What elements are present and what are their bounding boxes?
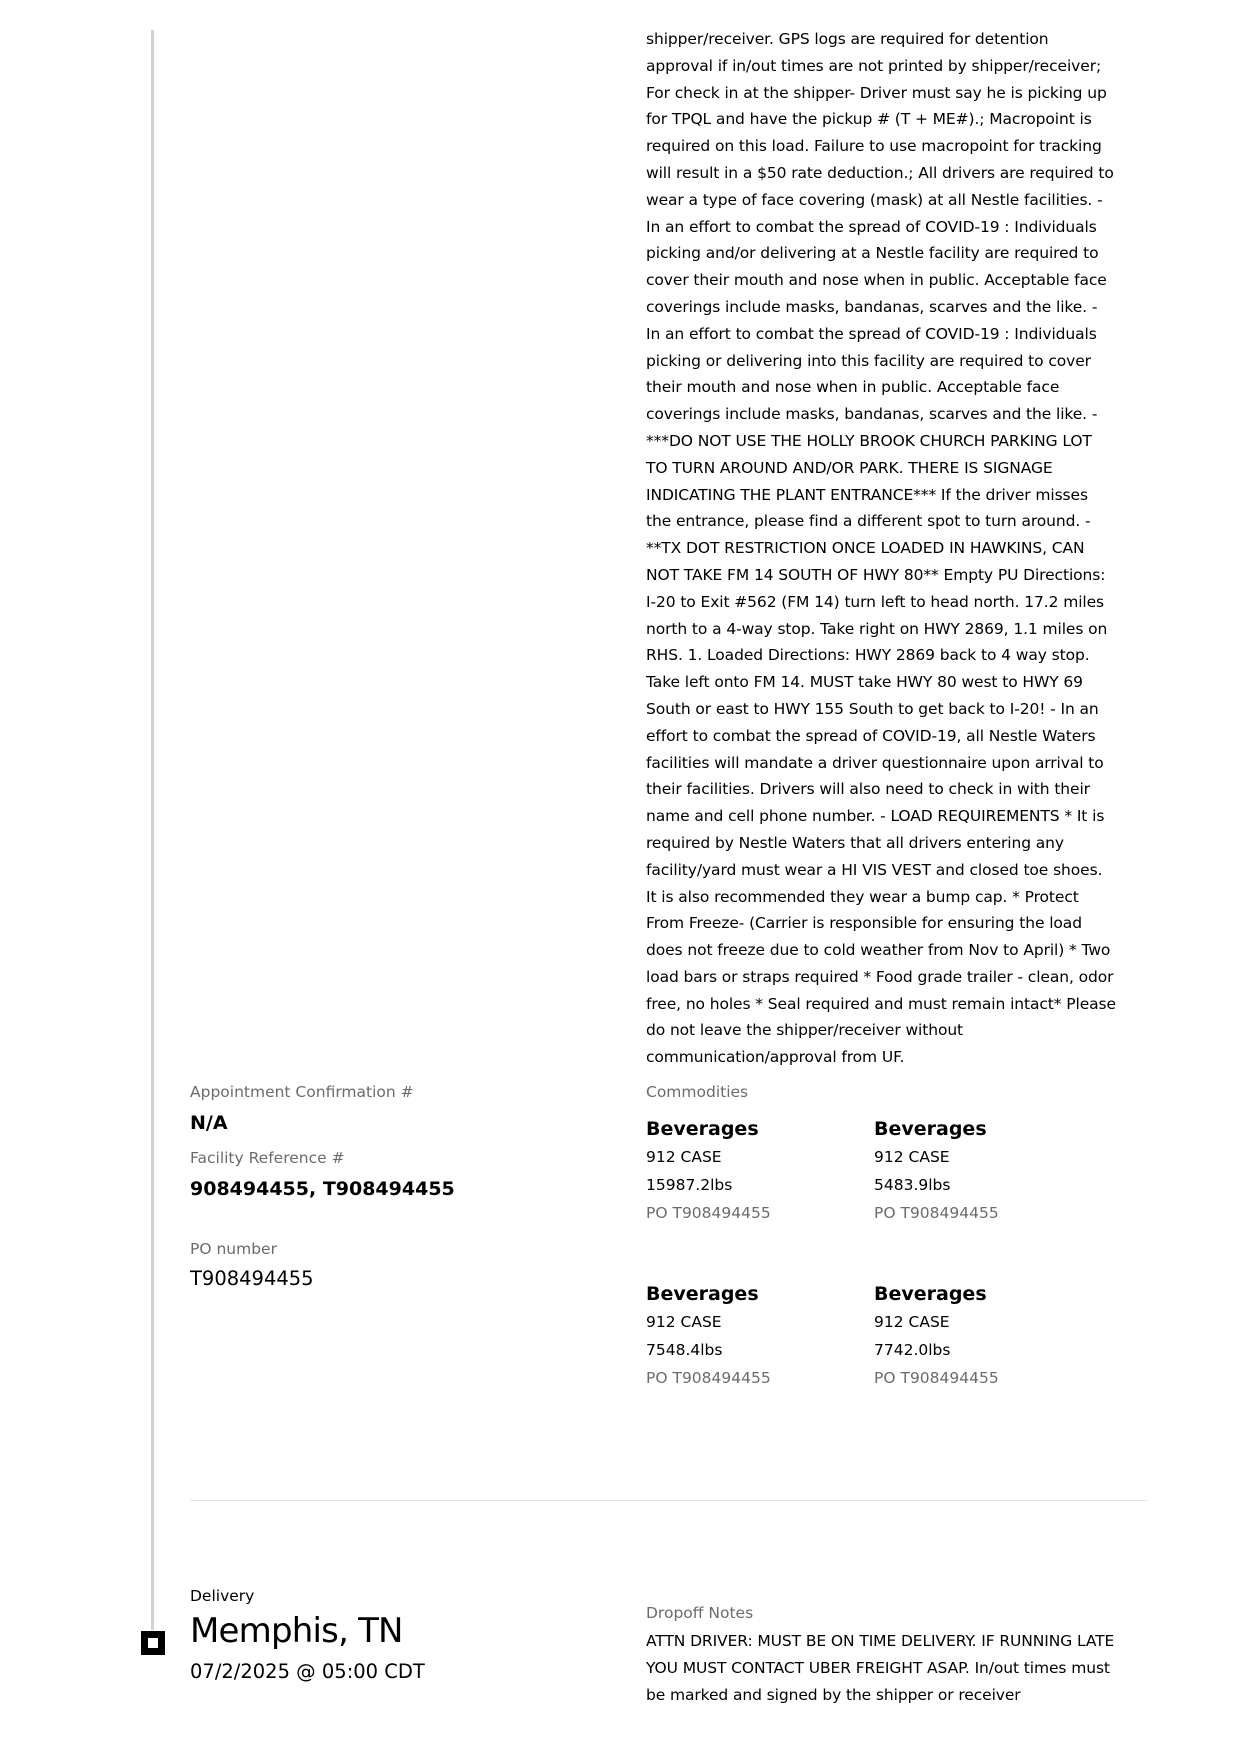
commodity-weight: 15987.2lbs bbox=[646, 1176, 733, 1194]
delivery-city: Memphis, TN bbox=[190, 1611, 403, 1651]
facility-reference-value: 908494455, T908494455 bbox=[190, 1178, 455, 1200]
delivery-stop-marker-icon bbox=[141, 1631, 165, 1655]
po-number-value: T908494455 bbox=[190, 1267, 314, 1290]
commodities-label: Commodities bbox=[646, 1083, 749, 1101]
commodity-weight: 7548.4lbs bbox=[646, 1341, 723, 1359]
commodity-quantity: 912 CASE bbox=[874, 1313, 950, 1331]
dropoff-notes-text: ATTN DRIVER: MUST BE ON TIME DELIVERY. IF RUNNING LATE YOU MUST CONTACT UBER FREIGHT ASAP. In/out times must be marked and signed by the shipper or receiver bbox=[646, 1632, 1115, 1704]
commodity-quantity: 912 CASE bbox=[646, 1313, 722, 1331]
commodity-card bbox=[874, 1115, 1094, 1227]
commodity-name: Beverages bbox=[646, 1283, 759, 1305]
commodity-po: PO T908494455 bbox=[874, 1369, 999, 1387]
section-divider bbox=[190, 1500, 1148, 1501]
commodity-name: Beverages bbox=[874, 1283, 987, 1305]
delivery-label: Delivery bbox=[190, 1587, 255, 1605]
commodity-po: PO T908494455 bbox=[874, 1204, 999, 1222]
appointment-confirmation-value: N/A bbox=[190, 1112, 228, 1134]
commodity-po: PO T908494455 bbox=[646, 1369, 771, 1387]
commodity-po: PO T908494455 bbox=[646, 1204, 771, 1222]
po-number-label: PO number bbox=[190, 1240, 277, 1258]
stop-marker-inner bbox=[148, 1638, 158, 1648]
commodity-quantity: 912 CASE bbox=[874, 1148, 950, 1166]
delivery-datetime: 07/2/2025 @ 05:00 CDT bbox=[190, 1660, 425, 1683]
pickup-notes-text: shipper/receiver. GPS logs are required for detention approval if in/out times are not printed by shipper/receiver; For check in at the shipper- Driver must say he is picking up for TPQL and have the pickup # (T + ME#).; Macropoint is required on this load. Failure to use macropoint for tracking will result in a $50 rate deduction.; All drivers are required to wear a type of face covering (mask) at all Nestle facilities. - In an effort to combat the spread of COVID-19 : Individuals picking and/or delivering at a Nestle facility are required to cover their mouth and nose when in public. Acceptable face coverings include masks, bandanas, scarves and the like. - In an effort to combat the spread of COVID-19 : Individuals picking or delivering into this facility are required to cover their mouth and nose when in public. Acceptable face coverings include masks, bandanas, scarves and the like. - ***DO NOT USE THE HOLLY BROOK CHURCH PARKING LOT TO TURN AROUND AND/OR PARK. THERE IS SIGNAGE INDICATING THE PLANT ENTRANCE*** If the driver misses the entrance, please find a different spot to turn around. - **TX DOT RESTRICTION ONCE LOADED IN HAWKINS, CAN NOT TAKE FM 14 SOUTH OF HWY 80** Empty PU Directions: I-20 to Exit #562 (FM 14) turn left to head north. 17.2 miles north to a 4-way stop. Take right on HWY 2869, 1.1 miles on RHS. 1. Loaded Directions: HWY 2869 back to 4 way stop. Take left onto FM 14. MUST take HWY 80 west to HWY 69 South or east to HWY 155 South to get back to I-20! - In an effort to combat the spread of COVID-19, all Nestle Waters facilities will mandate a driver questionnaire upon arrival to their facilities. Drivers will also need to check in with their name and cell phone number. - LOAD REQUIREMENTS * It is required by Nestle Waters that all drivers entering any facility/yard must wear a HI VIS VEST and closed toe shoes. It is also recommended they wear a bump cap. * Protect From Freeze- (Carrier is responsible for ensuring the load does not freeze due to cold weather from Nov to April) * Two load bars or straps required * Food grade trailer - clean, odor free, no holes * Seal required and must remain intact* Please do not leave the shipper/receiver without communication/approval from UF. bbox=[646, 30, 1116, 1067]
facility-reference-label: Facility Reference # bbox=[190, 1149, 345, 1167]
commodity-card bbox=[646, 1115, 866, 1227]
commodity-card bbox=[646, 1280, 866, 1392]
appointment-confirmation-label: Appointment Confirmation # bbox=[190, 1083, 414, 1101]
commodity-weight: 5483.9lbs bbox=[874, 1176, 951, 1194]
commodity-quantity: 912 CASE bbox=[646, 1148, 722, 1166]
commodity-weight: 7742.0lbs bbox=[874, 1341, 951, 1359]
commodity-name: Beverages bbox=[646, 1118, 759, 1140]
commodity-card bbox=[874, 1280, 1094, 1392]
dropoff-notes-label: Dropoff Notes bbox=[646, 1604, 754, 1622]
commodity-name: Beverages bbox=[874, 1118, 987, 1140]
stop-timeline-line bbox=[151, 30, 154, 1630]
